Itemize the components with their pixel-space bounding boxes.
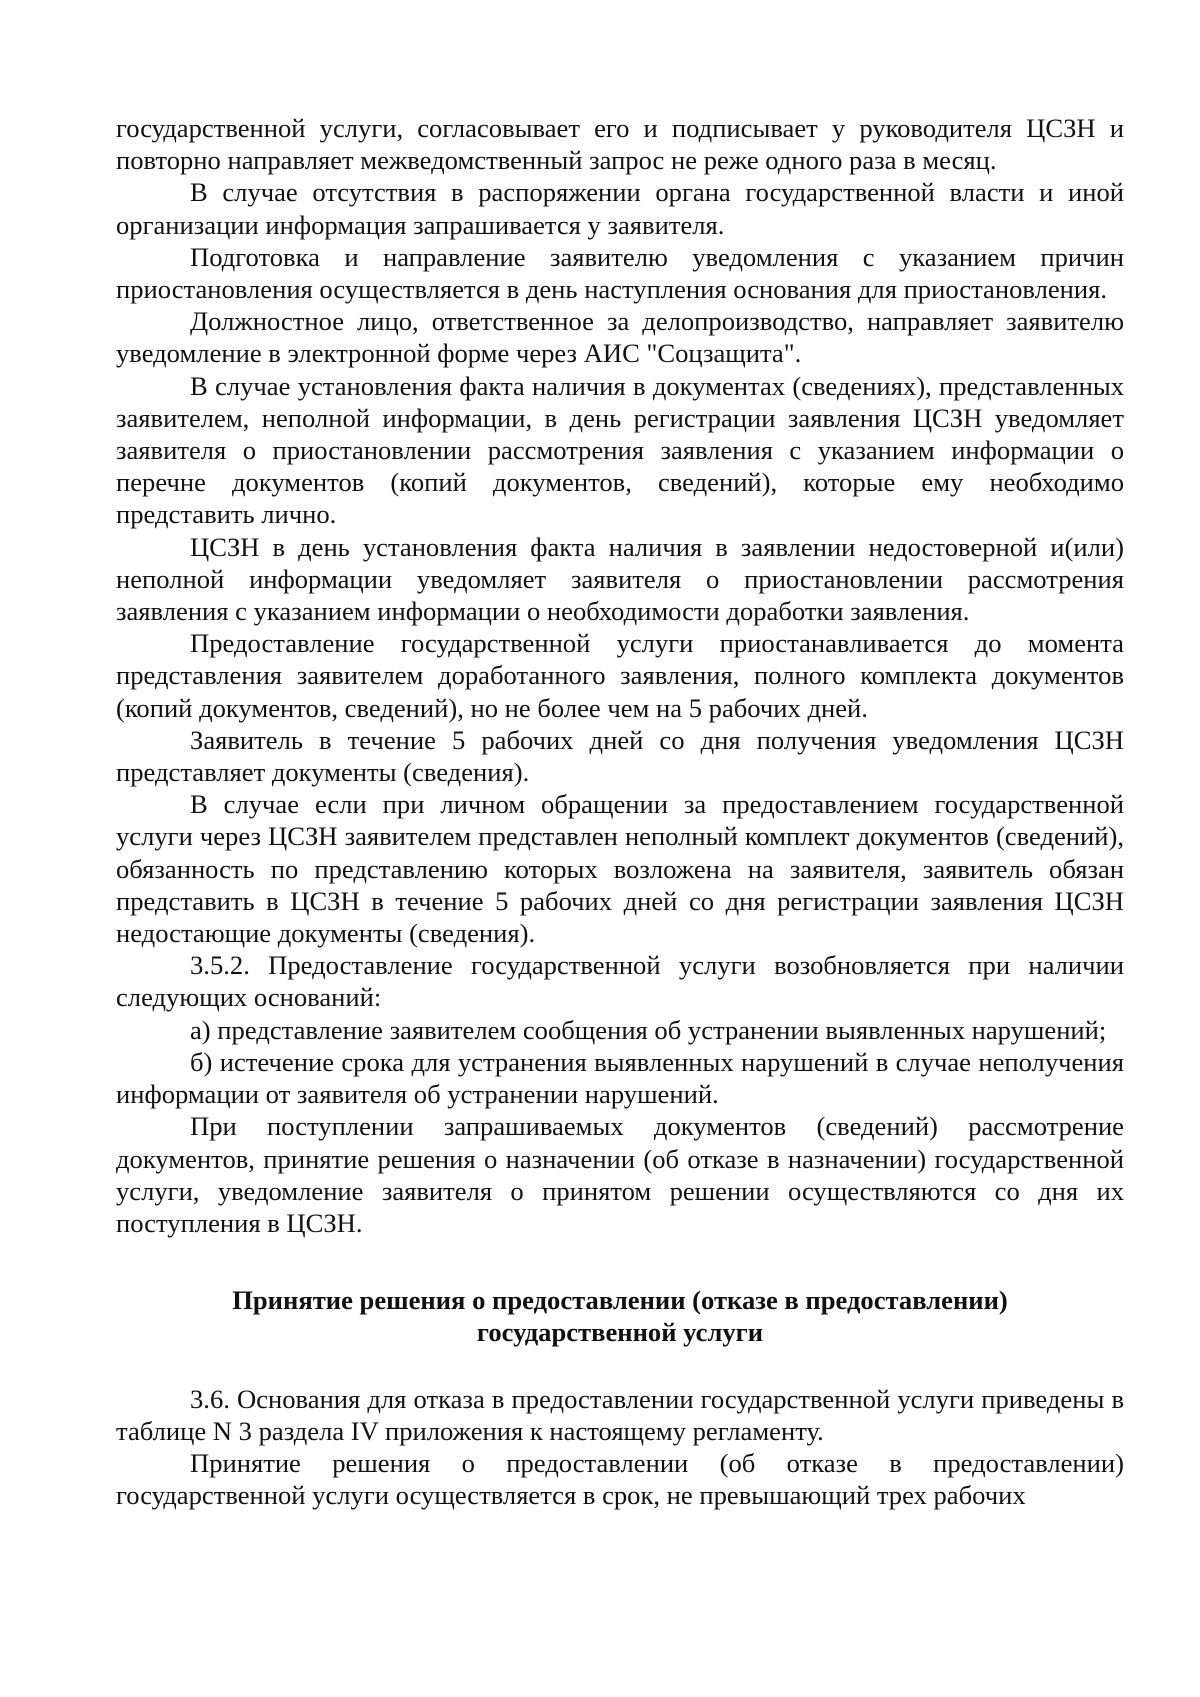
paragraph: 3.5.2. Предоставление государственной услуги возобновляется при наличии следующих оснований: <box>116 950 1124 1013</box>
paragraph: Подготовка и направление заявителю уведомления с указанием причин приостановления осуществляется в день наступления основания для приостановления. <box>116 241 1124 305</box>
paragraph: Принятие решения о предоставлении (об отказе в предоставлении) государственной услуги осуществляется в срок, не превышающий трех рабочих <box>116 1447 1124 1511</box>
paragraph: Предоставление государственной услуги приостанавливается до момента представления заявителем доработанного заявления, полного комплекта документов (копий документов, сведений), но не более чем на 5 рабочих дней. <box>116 628 1124 723</box>
paragraph: б) истечение срока для устранения выявленных нарушений в случае неполучения информации от заявителя об устранении нарушений. <box>116 1046 1124 1110</box>
paragraph: Должностное лицо, ответственное за делопроизводство, направляет заявителю уведомление в электронной форме через АИС "Соцзащита". <box>116 306 1124 369</box>
paragraph: 3.6. Основания для отказа в предоставлении государственной услуги приведены в таблице N 3 раздела IV приложения к настоящему регламенту. <box>116 1383 1124 1446</box>
paragraph: При поступлении запрашиваемых документов (сведений) рассмотрение документов, принятие решения о назначении (об отказе в назначении) государственной услуги, уведомление заявителя о принятом решении осуществляются со дня их поступления в ЦСЗН. <box>116 1111 1124 1238</box>
paragraph: В случае установления факта наличия в документах (сведениях), представленных заявителем, неполной информации, в день регистрации заявления ЦСЗН уведомляет заявителя о приостановлении рассмотрения заявления с указанием информации о перечне документов (копий документов, сведений), которые ему необходимо представить лично. <box>116 370 1124 530</box>
paragraph: Заявитель в течение 5 рабочих дней со дня получения уведомления ЦСЗН представляет документы (сведения). <box>116 724 1124 788</box>
paragraph: В случае отсутствия в распоряжении органа государственной власти и иной организации информация запрашивается у заявителя. <box>116 177 1124 240</box>
section-heading: Принятие решения о предоставлении (отказе в предоставлении) государственной услуги <box>232 1285 1008 1348</box>
paragraph: а) представление заявителем сообщения об устранении выявленных нарушений; <box>190 1014 1107 1045</box>
paragraph: В случае если при личном обращении за предоставлением государственной услуги через ЦСЗН заявителем представлен неполный комплект документов (сведений), обязанность по представлению которых возложена на заявителя, заявитель обязан представить в ЦСЗН в течение 5 рабочих дней со дня регистрации заявления ЦСЗН недостающие документы (сведения). <box>116 789 1124 949</box>
document-body <box>116 112 1124 1511</box>
paragraph: ЦСЗН в день установления факта наличия в заявлении недостоверной и(или) неполной информации уведомляет заявителя о приостановлении рассмотрения заявления с указанием информации о необходимости доработки заявления. <box>116 531 1124 627</box>
paragraph-continuation: государственной услуги, согласовывает его и подписывает у руководителя ЦСЗН и повторно направляет межведомственный запрос не реже одного раза в месяц. <box>116 113 1124 176</box>
